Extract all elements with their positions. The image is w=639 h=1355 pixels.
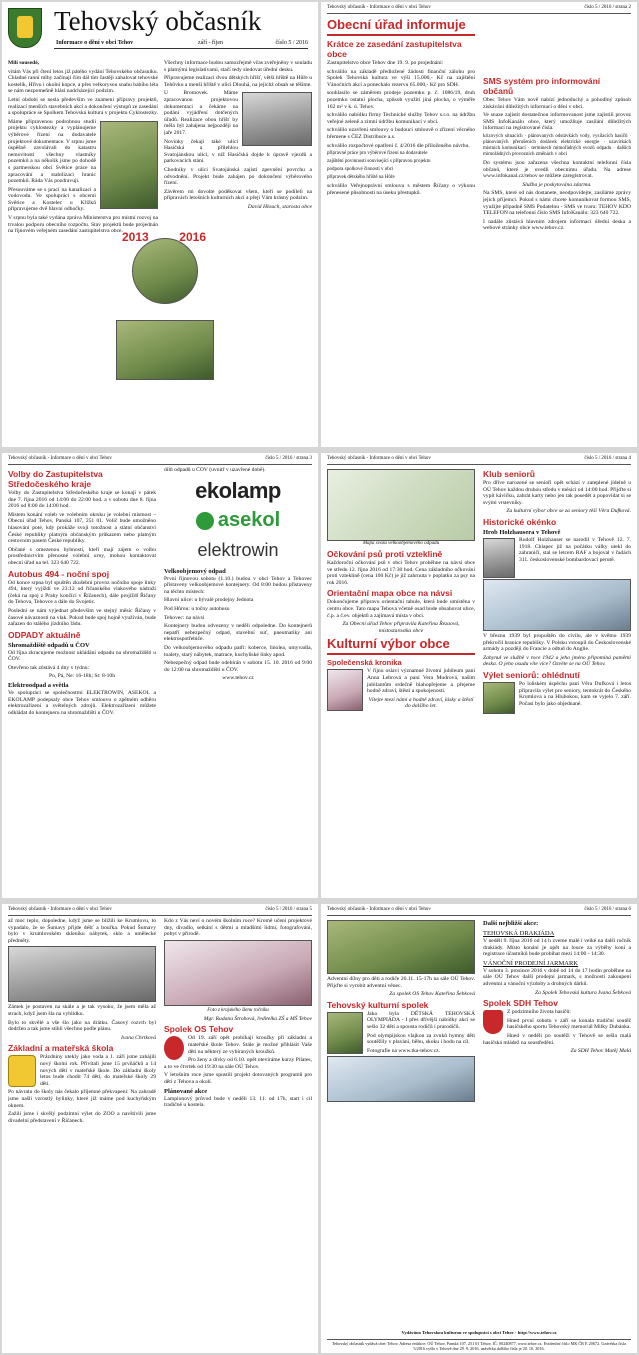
paragraph: V letošním roce jsme spustili projekt dotovaných programů pro děti z Tehova a okolí. <box>164 1072 312 1085</box>
paragraph: U Bromovek. Máme zpracovanou projektovou dokumentaci a čekáme na podání vyjádření dotčených úřadů. Realizace obou hřišť by měla být zahájena nejpozději na jaře 2017. <box>164 90 238 136</box>
paragraph: Jako byla DĚTSKÁ TEHOVSKÁ OLYMPIÁDA - I přes dřívější nabídky akcí se sešlo 32 dětí a spousta rodičů i prarodičů. <box>367 1010 475 1030</box>
paragraph: dílů odpadů u ČOV (uvnitř v uzavřené době). <box>164 467 266 473</box>
paragraph: Kdo z Vás neví o novém školním roce? Kromě učení projektové dny, divadlo, setkání s dětmi a mladšími lidmi, fotografování, pobyt v přírodě. <box>164 918 312 938</box>
paragraph: Novinky čekají také ulici Hasičská a přilehlou Svatojánskou ulici, v níž Hasičská dojde k úpravě vjezdů a parkovacích stání. <box>164 138 312 165</box>
playground-photo <box>242 92 312 146</box>
paragraph: Přesouváme se s prací na kanalizaci a vodovodu. Ve spolupráci s obcemi Světice a Kostelec u Křížků připravujeme dvě hlavní odbočky. <box>8 186 96 213</box>
cyclist-photo <box>100 121 158 209</box>
signature: Za Obecní úřad Tehov připravila Kateřina Řezaová, místostarostka obce <box>342 621 460 634</box>
heading: Výlet seniorů: ohlédnutí <box>483 669 580 680</box>
paragraph: V neděli 9. října 2016 od 14 h zveme malé i velké na další ročník drakiády. Místo konání je opět na louce za výběhy koní a registrace účastníků bude probíhat mezi 14:00 - 14:30. <box>483 938 631 958</box>
paragraph: Vítejte mezi námi a hodně zdraví, lásky a štěstí do dalšího let. <box>368 696 474 710</box>
paragraph: Pro dříve narozené se senioři opět schází v zateplené jídelně u OÚ Tehov každou druhou středu v měsíci od 14:00 hod. Přijďte si vypít kávičku, zahrát karty nebo jen tak posedět a popovídat si se svými vrstevníky. <box>483 480 631 506</box>
subheading: Plánované akce <box>164 1087 208 1095</box>
paragraph: Pro ženy a dívky od 6.10. opět otevíráme kurzy Pilates, a to ve čtvrtek od 19:30 na sále OÚ Tehov. <box>164 1057 312 1070</box>
p4-col-1 <box>327 467 475 894</box>
paragraph: až moc teplo, dopoledne, když jsme se blížili ke Krumlovu, to vypadalo, že se Šumavy přijde déšť a bouřka. Pokud Šumavy bylo v krumlovském skleníku nábytek, sklo a umělecké předměty. <box>8 918 156 944</box>
trip-photo <box>483 682 515 714</box>
p6-col-1 <box>327 918 475 1323</box>
footer: Tehovský občasník vydává obec Tehov. Adresa redakce: OÚ Tehov, Panská 107, 251 01 Tehov, IČ: 00240877, www.tehov.cz. Evidenční číslo MK ČR E 20672. Uzávěrka čísla 5/2016 vyšlo v Tehově dne 29. 9. 2016, uzávěrka dalšího čísla je 20. 10. 2016. <box>327 1339 631 1351</box>
castle-photo <box>8 946 156 1002</box>
subheading: Shromaždiště odpadů u ČOV <box>8 641 90 649</box>
greeting: Milí sousedé, <box>8 60 40 66</box>
signature: Za SDH Tehov Matěj Malá <box>570 1048 631 1055</box>
masthead-subtitle: Informace o dění v obci Tehov <box>56 40 134 46</box>
heading: Krátce ze zasedání zastupitelstva obce <box>327 39 462 59</box>
list-item: přípravek dětského hřiště na Hůře <box>327 175 395 181</box>
heading: ODPADY aktuálně <box>8 629 81 640</box>
paragraph: První říjnovou sobotu (1.10.) budou v obci Tehov a Tehovec přistaveny velkoobjemové kontejnery. Od 8:00 budou přistaveny na těchto místech: <box>164 575 312 595</box>
paragraph: Fotografie na www.tka-tehov.cz. <box>367 1047 441 1054</box>
heading: Orientační mapa obce na návsi <box>327 588 453 599</box>
paragraph: Poslední se nám vyjednat především ve stejný měsíc Říčany v časové návaznosti na vlak. Pokud bude spoj hojně využíván, bude zařazen do stálého jízdního řádu. <box>8 607 156 628</box>
paragraph: Do velkoobjemového odpadu patří: koberce, linolea, umyvadla, toalety, starý nábytek, matrace, kuchyňské linky apod. <box>164 644 312 658</box>
paragraph: Zahynul ve službě v roce 1942 a jeho jméno připomíná pamětní deska. O jeho osudu víte více? Ozvěte se na OÚ Tehov. <box>483 654 631 668</box>
running-header: Tehovský občasník - Informace o dění v obci Tehov číslo 5 / 2016 / strana 6 <box>327 907 631 916</box>
paragraph: Hned v neděli po soutěži v Tehově se sešla malá hasičská mládež na soustředění. <box>483 1032 631 1046</box>
heading: Volby do Zastupitelstva Středočeského kraje <box>8 469 103 489</box>
event-title: TEHOVSKÁ DRAKIÁDA <box>483 930 555 937</box>
paragraph: schválilo na základě předložené žádosti finanční zálohu pro Spolek Tehovská kultura ve výši 15.000,- Kč na zajištění Vánočních akcí a ponechalo rezervu 65.000,- Kč pro SDH. <box>327 68 475 88</box>
heading: SMS systém pro informování občanů <box>483 76 601 96</box>
paragraph: Každoroční očkování psů v obci Tehov proběhne na návsi obce ve středu 12. října 2016 od 17:30 hod. Cena základního očkování proti vzteklině (cena 100 Kč) je již zahrnuta v poplatku za psy na rok 2016. <box>327 560 475 586</box>
masthead-title: Tehovský občasník <box>54 6 262 36</box>
page-3 <box>2 453 318 898</box>
paragraph: Máme připravenou podrobnou studii projektu cyklostezky a vyplánujeme výběrové řízení na dodavatele projektové dokumentace. V srpnu jsme úspěšně zavolávali do katastru nemovitostí všechny vlastníky pozemků a na několik jsme po dohodě s partnerskou obcí Světice práce na zpracování a stabilizaci hranic pozemků. Ráda Vás pozdravuji. <box>8 118 96 185</box>
paragraph: schválilo uzavření smlouvy o budoucí smlouvě o zřízení věcného břemene s ČEZ Distribuce a.s. <box>327 127 475 140</box>
p2-col-2 <box>483 16 631 443</box>
p5-col-2 <box>164 918 312 1349</box>
paragraph: Na SMS, které od nás dostanete, neodpovídejte, zasíláme zprávy jejich příjemci. Pokud s námi chcete komunikovat formou SMS, využijte případně SMS Podatelnu - SMS ve tvaru: TEHOV KDO TELEFON na telefonní číslo SMS InfoKanálu: 323 640 722. <box>483 190 631 217</box>
paragraph: Pod Hůrou: u točny autobusu <box>164 605 230 612</box>
page-6 <box>321 904 637 1353</box>
running-header: Tehovský občasník - Informace o dění v obci Tehov číslo 5 / 2016 / strana 4 <box>327 456 631 465</box>
heading: Spolek OS Tehov <box>164 1024 234 1035</box>
paragraph: schválilo Veřejnoprávní smlouvu s městem Říčany o výkonu přenesené působnosti na úseku přestupků. <box>327 183 475 196</box>
subheading: Hrob Holzhausera v Tehově <box>483 528 561 536</box>
paragraph: V srpnu byla také vydána zpráva Ministerstva pro místní rozvoj na trvalou podporu obecního rozpočtu. Stav projektů bude projednán na říjnovém veřejném zasedání zastupitelstva obce. <box>8 215 158 235</box>
paragraph: Adventní dílny pro děti a rodiče 26.11. 15-17h na sále OÚ Tehov. Přijďte si vyrobit adventní věnec. <box>327 976 475 989</box>
waste-map <box>327 469 475 541</box>
paragraph: Závěrem mi dovolte poděkovat všem, kteří se podíleli na přípravách letošních kulturních akcí a přejí Vám krásný podzim. <box>164 188 312 202</box>
heading: Historické okénko <box>483 516 557 527</box>
paragraph: Bylo to skvělé a vše šlo jako na drátku. Časový rozvrh byl dodržen a tak jsme stihli všechno podle plánu. <box>8 1019 156 1033</box>
paragraph: Od 19. září opět probíhají kroužky při základní a mateřské škole Tehov. Stále je možné přihlásit Vaše děti na některý ze vybíraných kroužků. <box>188 1035 312 1055</box>
olympiad-photo <box>327 1012 363 1054</box>
page-2 <box>321 2 637 447</box>
event-title: VÁNOČNÍ PRODEJNÍ JARMARK <box>483 959 578 967</box>
paragraph: V březnu 1939 byl propuštěn do civilu, ale v květnu 1939 překročil hranice republiky. V Polsku vstoupil do Československé armády a později do Francie a odtud do Anglie. <box>483 632 631 653</box>
signature: Za spolek OS Tehov Kateřina Šebková <box>389 991 475 998</box>
page-5 <box>2 904 318 1353</box>
anniversary-badge <box>122 230 206 310</box>
subheading: Společenská kronika <box>327 658 402 668</box>
paragraph: Do systému jsou zařazena všechna kontaktní telefonní čísla občanů, které je uvedli obecnímu úřadu. Na adrese www.infokanal.cz/tehov se můžete zaregistrovat. <box>483 159 631 180</box>
fire-event-photo <box>327 920 475 974</box>
paragraph: Občané s omezenou hybností, kteří mají zájem o volbu prostřednictvím přenosné volební urny, mohou kontaktovat obecní úřad na tel. 323 640 722. <box>8 546 156 566</box>
paragraph: I nadále zůstává hlavním zdrojem informací úřední deska a webové stránky obce www.tehov.cz. <box>483 218 631 232</box>
paragraph: schválilo rozpočtové opatření č. 4/2016 dle přiloženého návrhu. <box>327 142 470 149</box>
paragraph: Ve spolupráci se společnostmi ELEKTROWIN, ASEKOL a EKOLAMP podepsaly obce Tehov smlouvu o zpětném odběru elektrozařízení a světelných zdrojů. Elektrozařízení můžete odkládat do kontejneru na shromaždišti u ČOV. <box>8 690 156 716</box>
paragraph: Od října zkracujeme možnost ukládání odpadu na shromaždišti u ČOV. <box>8 649 156 663</box>
p3-col-2 <box>164 467 312 894</box>
aircraft-photo <box>483 579 631 631</box>
p2-col-1 <box>327 16 475 443</box>
paragraph: Otevřeno tak zůstává 4 dny v týdnu: <box>8 664 90 671</box>
paragraph: Kontejnery budou odvezeny v neděli odpoledne. Do kontejnerů nepatří nebezpečný odpad, stavební suť, pneumatiky ani elektrospotřebiče. <box>164 623 312 643</box>
paragraph: Prázdniny utekly jako voda a 1. září jsme zahájili nový školní rok. Přivítali jsme 15 prvňáčků a 14 nových dětí v mateřské škole. Do základní školy letos bude chodit 74 dětí, do mateřské školy 29 dětí. <box>40 1054 156 1087</box>
paragraph: Zažili jsme i skvělý podzimní výlet do ZOO a navštívili jsme divadelní představení v Říčanech. <box>8 1111 156 1124</box>
intro-paragraph: vítám Vás při čtení letos již pátého vydání Tehovského občasníku. Chladné ranní mlhy začínají čím dál tím častěji zahalovat tehovské kostelík, Hřivu i okolní kopce, a přes velkorysou snahu babího léta se nám nezpomeňně hlásí nadcházející podzim. <box>8 68 158 95</box>
p5-col-1 <box>8 918 156 1349</box>
paragraph: V sobotu 3. prosince 2016 v době od 14 do 17 hodin proběhne na sále OÚ Tehov další prodejní jarmark, s možností zakoupení adventní a vánoční výzdoby a drobných dárků. <box>483 967 631 987</box>
bullet-list: krizových situacích · plánovaných odstávkách vody, vysílacích hasičů · plánovaných přerušeních dodávek elektrické energie · uzavírkách místních komunikací · termínech mimořádných svozů odpadu · dalších mimořádných provozních změnách v obci <box>483 133 631 157</box>
paragraph: Nebezpečný odpad bude odebírán v sobotu 15. 10. 2016 od 9:00 do 12:00 na shromaždišti u ČOV. <box>164 660 312 673</box>
asekol-logo: asekol <box>164 506 312 536</box>
paragraph: Hlavní ulice: u bývalé prodejny Jednota <box>164 597 254 604</box>
subheading: Velkoobjemový odpad <box>164 567 226 575</box>
p4-col-2 <box>483 467 631 894</box>
badge-year-end: 2016 <box>179 230 206 244</box>
paragraph: Lampionový průvod bude v neděli 13. 11. od 17h, start i cíl tradičně u kostela. <box>164 1095 312 1109</box>
school-logo-icon <box>8 1055 36 1087</box>
list-item: zajištění povinností související s přípravou projektu <box>327 159 431 165</box>
heading: Základní a mateřská škola <box>8 1043 114 1054</box>
subheading: Elektroodpad a světla <box>8 682 69 690</box>
section-title: Kulturní výbor obce <box>327 636 450 652</box>
photo-caption: Foto z krajského šlenu ročníku <box>207 1007 269 1013</box>
paragraph: Obec Tehov Vám nově nabízí jednoduchý a pohodlný způsob získávání důležitých informací o dění v obci. <box>483 97 631 110</box>
paragraph: Chodníky v ulici Svatojánská zajistí zpevnění povrchu a odvodnění. Projekt bude zahájen po dokončení výběrového řízení. <box>164 166 312 187</box>
running-header: Tehovský občasník - Informace o dění v obci Tehov číslo 5 / 2016 / strana 3 <box>8 456 312 465</box>
elektrowin-logo: elektrowin <box>197 540 279 561</box>
masthead-month: září - říjen <box>198 40 223 46</box>
running-header: Tehovský občasník - Informace o dění v obci Tehov číslo 5 / 2016 / strana 5 <box>8 907 312 916</box>
paragraph: Letní období se nesla především ve znamení přípravy projektů, realizací menších stavebních akcí a dokončení výstupů ze zasedání a spolupráce se Spolkem Tehovská kultura v projektu Cyklostezky. <box>8 96 158 117</box>
subheading: Další nejbližší akce: <box>483 920 539 927</box>
paragraph: Pod olympijskou vlajkou za zvuků hymny děti soutěžily v plavání, běhu, skoku i hodu na cíl. <box>367 1032 475 1046</box>
paragraph: Místem konání voleb ve volebním okrsku je volební místnost – Obecní úřad Tehov, Panská 107, 251 01. Volič bude umožněno hlasování poté, kdy prokáže svoji totožnost a státní občanství České republiky platným občanským průkazem nebo platným cestovním pasem České republiky. <box>8 511 156 545</box>
heading: Klub seniorů <box>483 469 535 479</box>
paragraph: Připravujeme realizaci dvou dětských hřišť, větší hřiště na Hůře u Tehůvku a menší hřiště v ulici Dlouhá, na jejichž obsah se těšíme. <box>164 75 312 88</box>
paragraph: Všechny informace budou samozřejmě včas zveřejněny v souladu s platnými legislativami, stačí tedy sledovat úřední desku. <box>164 60 312 73</box>
paragraph: V říjnu oslaví významné životní jubileum paní Anna Lebrová a paní Vera Mudrová, našim jubilantům srdečně blahopřejeme a přejeme hodně zdraví, štěstí a spokojenosti. <box>367 668 475 695</box>
paragraph: Tehovec: na návsi <box>164 614 205 621</box>
paragraph: Volby do Zastupitelstva Středočeského kraje se konají v pátek dne 7. října 2016 od 14:00 do 22:00 hod. a v sobotu dne 8. října 2016 od 8:00 do 14:00 hod. <box>8 490 156 510</box>
paragraph: Zámek je postaven na skále a je tak vysoko, že jsem měla až strach, když jsem šla na vyhlídku. <box>8 1004 156 1017</box>
paragraph: Dokončujeme přípravu orientační tabule, která bude umístěna v centru obce. Tato mapa Tehova včetně osad bude obsahovat ulice, č.p. a č.ev. objektů a zajímavá místa v obci. <box>327 599 475 619</box>
page-1 <box>2 2 318 447</box>
paragraph: Po návratu do školy nás čekalo příjemné překvapení: Na zahradě jsme našli vzrostlý bylinky, které již máme pod kuchyňským oknem. <box>8 1089 156 1109</box>
p3-col-1 <box>8 467 156 894</box>
signature: Ivana Chrtková <box>121 1034 156 1041</box>
badge-year-start: 2013 <box>122 230 149 244</box>
paragraph: Rudolf Holzhauser se narodil v Tehově 12. 7. 1918. Chlapec již na počátku války utekl do zahraničí, stal se letcem RAF a bojoval v řadách 311. československé bombardovací perutě. <box>519 536 631 563</box>
paragraph: schválilo nabídku firmy Technické služby Tehov s.r.o. na údržbu veřejné zeleně a zimní údržbu komunikací v obci. <box>327 112 475 125</box>
paragraph: souhlasilo se záměrem prodeje pozemku p. č. 1086/19, druh pozemku ostatní plocha, způsob využití jiná plocha, o výměře 162 m² v k. ú. Tehov. <box>327 90 475 110</box>
coat-of-arms-icon <box>8 8 42 48</box>
heading: Tehovský kulturní spolek <box>327 999 429 1010</box>
map-caption: Mapa svozu velkoobjemového odpadu <box>362 541 440 546</box>
signature: Mgr. Radana Štrobová, ředitelka ZŠ a MŠ Tehov <box>203 1015 312 1022</box>
section-title: Obecní úřad informuje <box>327 17 466 32</box>
masthead-issue: číslo 5 / 2016 <box>275 40 308 46</box>
opening-hours: Po, Pá, Ne: 16-18h; St: 8-10h <box>48 673 116 680</box>
paragraph: Od konce srpna byl spuštěn zkušební provoz nočního spoje linky 494, který vyjíždí ve 23:12 od říčanského vlakového nádraží (čeká na spoj z Prahy končící v Říčanech), dále projíždí Říčany do Tehova, Tehovce a dále do Svojetic. <box>8 579 156 606</box>
signature: Za kulturní výbor obce se za seniory těší Věra Dufková. <box>506 508 631 515</box>
heading: Očkování psů proti vzteklině <box>327 549 443 559</box>
school-children-photo <box>164 940 312 1006</box>
sdh-emblem-icon <box>483 1010 503 1034</box>
medals-photo <box>327 1056 475 1102</box>
paragraph: Z podzimního života hasičů: <box>507 1009 571 1016</box>
page-4 <box>321 453 637 898</box>
ekolamp-logo: ekolamp <box>195 477 281 503</box>
landscape-photo <box>116 320 214 380</box>
p6-col-2 <box>483 918 631 1323</box>
heading: Autobus 494 - noční spoj <box>8 568 110 579</box>
paragraph: Po loňském úspěchu paní Věra Dufková i letos připravila výlet pro seniory, tentokrát do Českého Krumlova a na Hlubokou, kam se vyjelo 7. září. Počasí bylo jako objednané. <box>519 680 631 707</box>
paragraph: Ve snaze zajistit dostatečnou informovanost jsme zajistili provoz SMS InfoKanálu obce, který umožňuje zasílání důležitých informací na registrované čísla. <box>483 112 631 132</box>
heading: Spolek SDH Tehov <box>483 998 558 1009</box>
running-header: Tehovský občasník - Informace o dění v obci Tehov číslo 5 / 2016 / strana 2 <box>327 5 631 14</box>
paragraph: Zastupitelstvo obce Tehov dne 19. 9. po projednání: <box>327 60 444 66</box>
flowers-photo <box>327 669 363 711</box>
signature: David Hlouch, starosta obce <box>247 203 312 210</box>
list-item: přípravné práce pro výběrové řízení na dodavatele <box>327 151 428 157</box>
paragraph: Služba je poskytována zdarma. <box>522 181 592 188</box>
portrait-photo <box>483 538 515 578</box>
paragraph: Hned první sobotu v září se konala tradiční soutěž hasičského sportu Tehovský memoriál Milky Dubánka. <box>507 1017 631 1031</box>
signature: Za Spolek Tehovská kultura Ivana Šebková <box>535 989 631 996</box>
web-link[interactable]: www.tehov.cz <box>222 675 254 682</box>
list-item: podpora spolkové činnosti v obci <box>327 167 394 173</box>
sponsor-line: Vydáváno Tehovskou kulturou ve spolupráci s obcí Tehov · http://www.tehov.cz <box>401 1330 557 1335</box>
